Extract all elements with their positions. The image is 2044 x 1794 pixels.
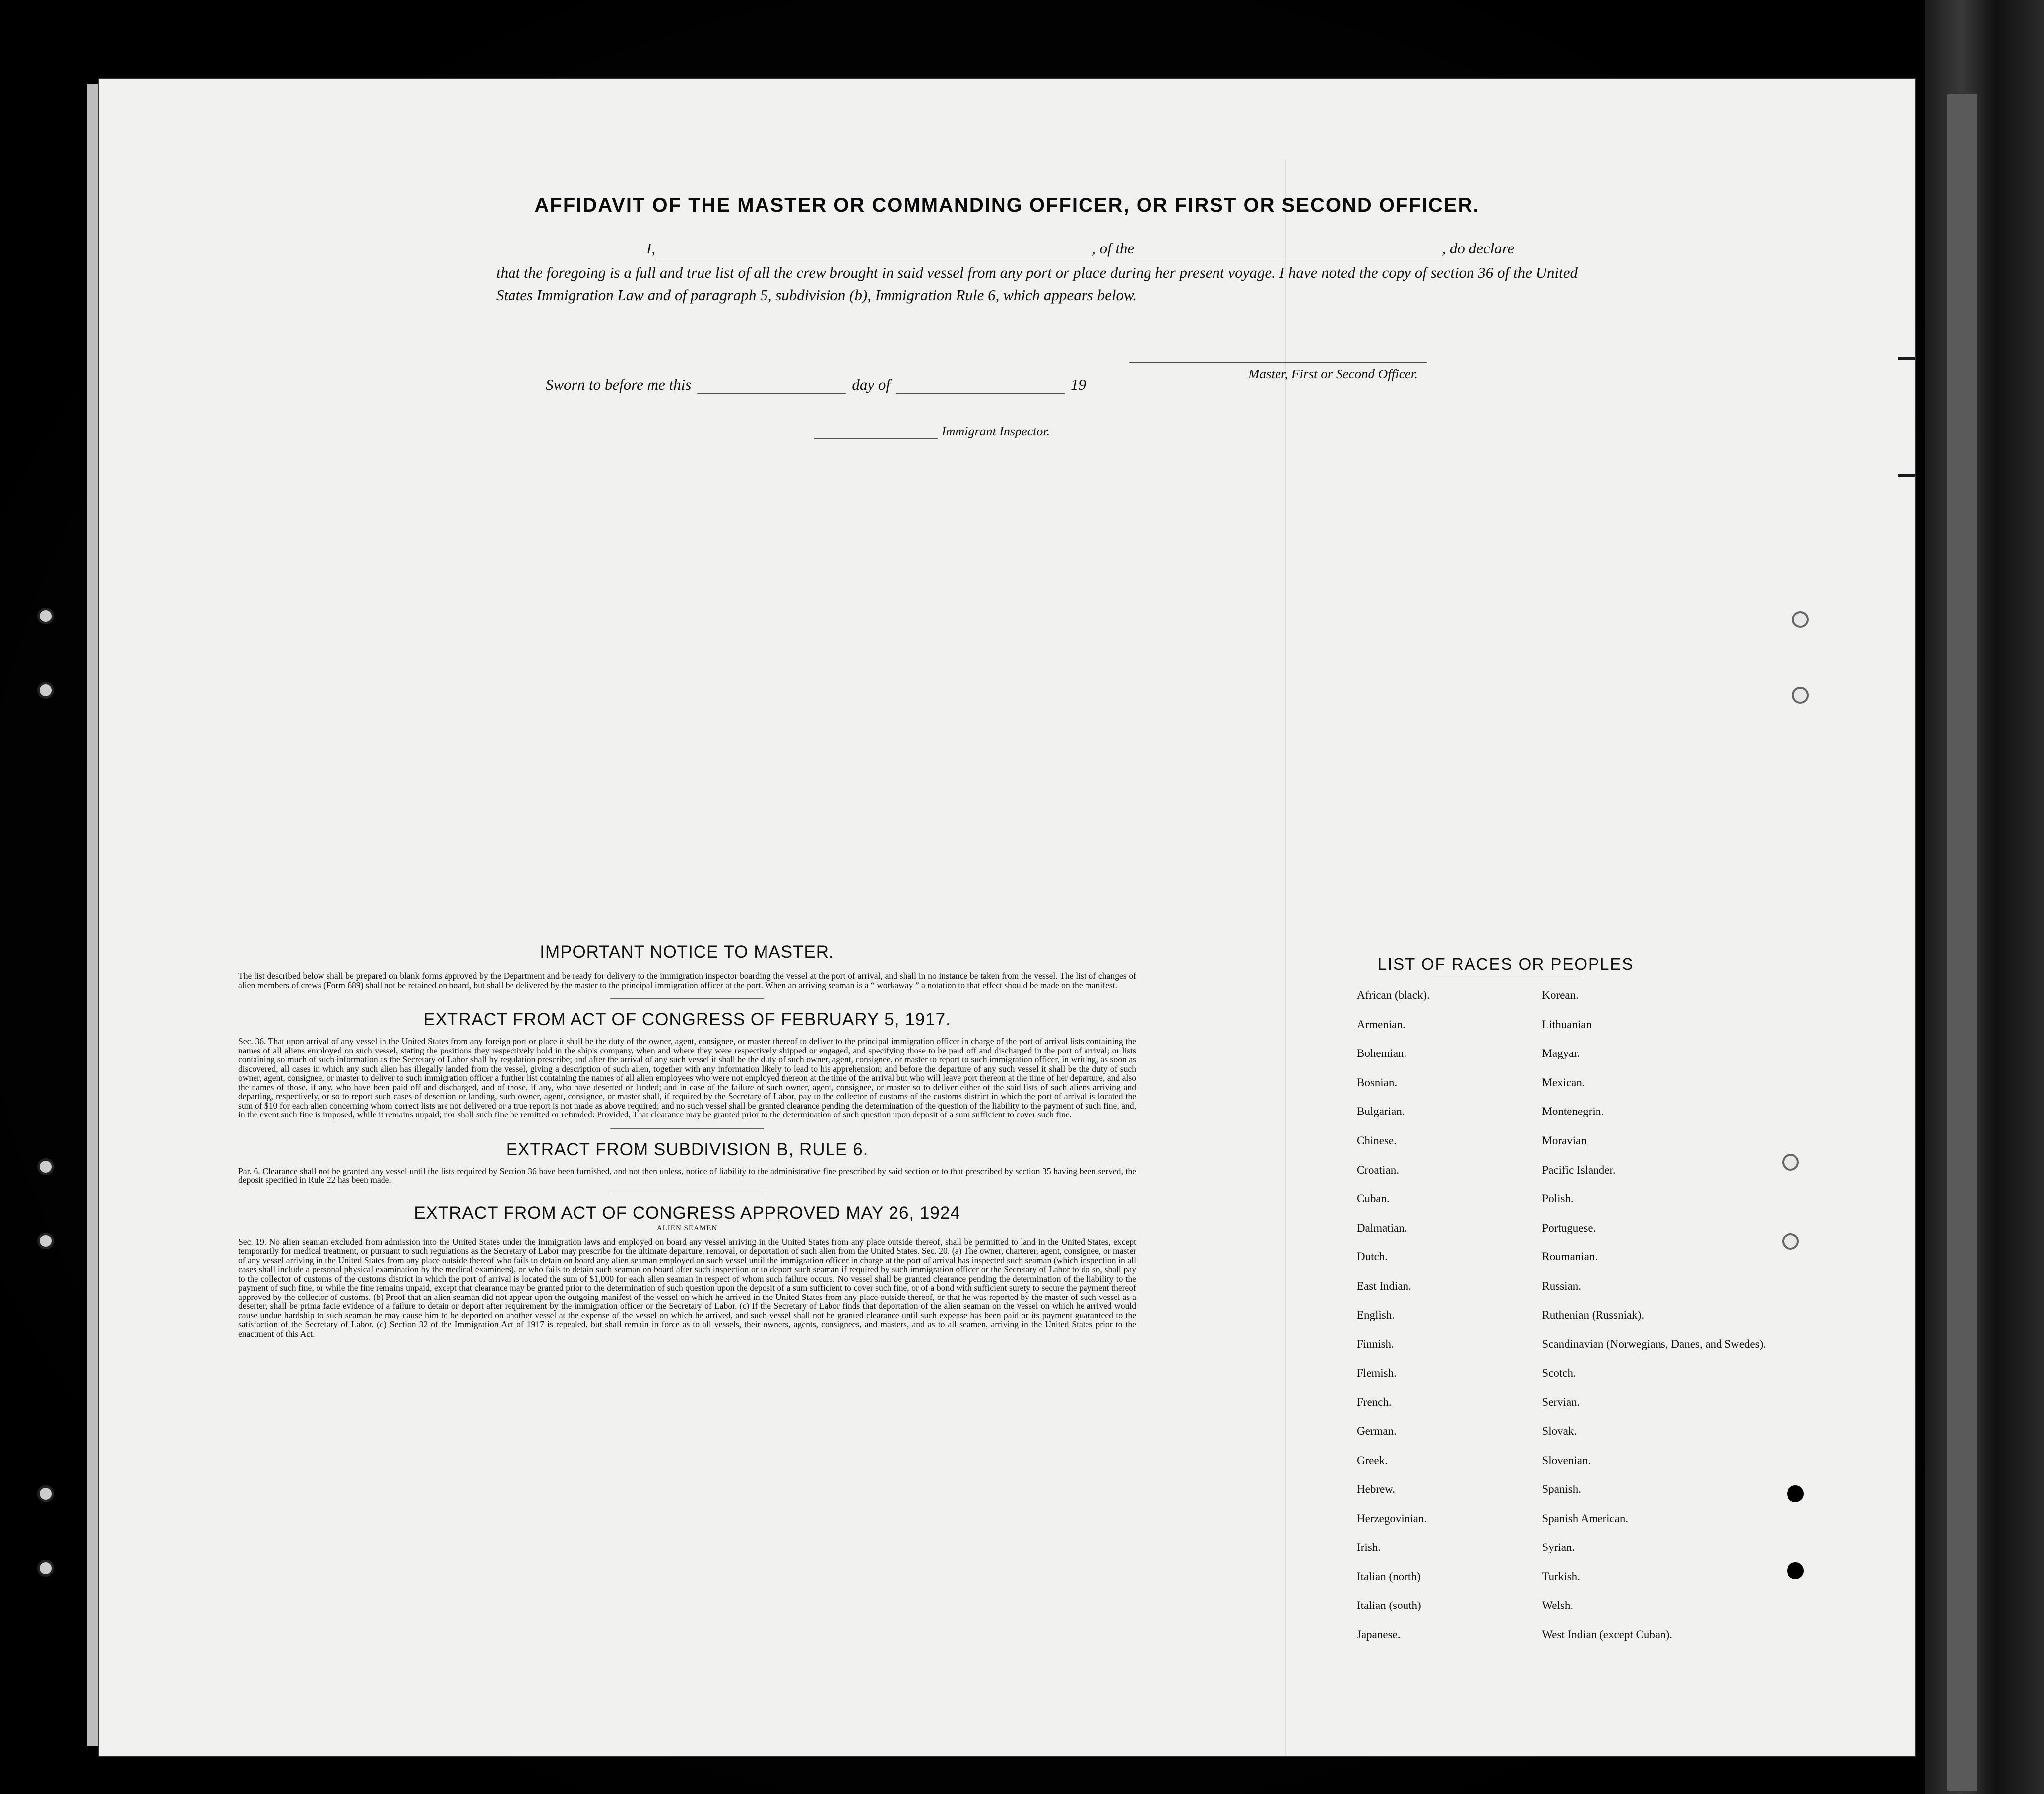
race-item: Scotch. — [1542, 1366, 1576, 1379]
race-item: East Indian. — [1357, 1279, 1411, 1292]
document-page — [99, 79, 1915, 1756]
of-the-word: , of the — [1092, 240, 1135, 257]
race-item: Spanish. — [1542, 1483, 1582, 1496]
affidavit-statement: that the foregoing is a full and true list of all the crew brought in said vessel from any port or place during her present voyage. I have noted the copy of section 36 of the United States Immigration Law and of paragraph 5, subdivision (b), Immigration Rule 6, which appears below. — [496, 264, 1578, 304]
races-section — [1245, 955, 1766, 1658]
race-item: Bulgarian. — [1357, 1105, 1405, 1118]
race-item: Russian. — [1542, 1279, 1582, 1292]
act-1917-text: Sec. 36. That upon arrival of any vessel in the United States from any foreign port or place it shall be the duty of the owner, agent, consignee, or master thereof to deliver to the principal immigration officer in charge of the port of arrival lists containing the names of all aliens employed on such vessel, stating the positions they respectively hold in the ship's company, when and where they were respectively shipped or engaged, and specifying those to be paid off and discharged in the port of arrival; or lists containing so much of such information as the Secretary of Labor shall by regulation prescribe; and after the arrival of any such vessel it shall be the duty of such owner, agent, consignee, or master to report to such immigration officer, in writing, as soon as discovered, all cases in which any such alien has illegally landed from the vessel, giving a description of such alien, together with any information likely to lead to his apprehension; and before the departure of any such vessel it shall be the duty of such owner, agent, consignee, or master to deliver to such immigration officer a further list containing the names of all alien employees who were not employed thereon at the time of the arrival but who will leave port thereon at the time of her departure, and also the names of those, if any, who have been paid off and discharged, and of those, if any, who have deserted or landed; and in case of the failure of such owner, agent, consignee, or master so to deliver either of the said lists of such aliens arriving and departing, respectively, or so to report such cases of desertion or landing, such owner, agent, consignee, or master shall, if required by the Secretary of Labor, pay to the collector of customs of the customs district in which the port of arrival is located the sum of $10 for each alien concerning whom correct lists are not delivered or a true report is not made as above required; and no such vessel shall be granted clearance pending the determination of the question of the liability to the payment of such fine, and, in the event such fine is imposed, while it remains unpaid; nor shall such fine be remitted or refunded: Provided, That clearance may be granted prior to the determination of such question upon deposit of a sum sufficient to cover such fine. — [238, 1036, 1136, 1119]
divider — [610, 1128, 764, 1129]
race-item: Dutch. — [1357, 1250, 1388, 1263]
binder-hole — [1787, 1485, 1804, 1502]
race-item: Turkish. — [1542, 1570, 1580, 1583]
binder-edge-inner — [1947, 94, 1977, 1791]
sworn-day-of: day of — [852, 376, 890, 393]
race-item: Armenian. — [1357, 1018, 1405, 1031]
race-item: Polish. — [1542, 1192, 1574, 1205]
race-item: Italian (north) — [1357, 1570, 1421, 1583]
race-item: Bosnian. — [1357, 1076, 1398, 1089]
race-item: Montenegrin. — [1542, 1105, 1604, 1118]
paper-clip — [1898, 357, 1915, 477]
affidavit-title: AFFIDAVIT OF THE MASTER OR COMMANDING OFFICER, OR FIRST OR SECOND OFFICER. — [534, 194, 1480, 216]
race-item: Ruthenian (Russniak). — [1542, 1308, 1645, 1321]
race-item: African (black). — [1357, 989, 1430, 1001]
sworn-line — [546, 376, 1086, 394]
race-item: Greek. — [1357, 1454, 1388, 1467]
race-item: Spanish American. — [1542, 1512, 1629, 1525]
declaration-line — [496, 237, 1578, 259]
race-item: Magyar. — [1542, 1047, 1580, 1060]
race-item: Servian. — [1542, 1396, 1580, 1409]
race-item: Welsh. — [1542, 1599, 1574, 1612]
binder-hole — [1782, 1233, 1799, 1250]
divider — [610, 998, 764, 999]
races-left-column — [1357, 989, 1542, 1658]
race-item: Hebrew. — [1357, 1483, 1396, 1496]
inspector-signature-field[interactable] — [814, 425, 938, 439]
inspector-line — [814, 424, 1050, 439]
name-field[interactable] — [655, 245, 1092, 259]
race-item: Syrian. — [1542, 1541, 1575, 1554]
notice-title: IMPORTANT NOTICE TO MASTER. — [540, 942, 834, 962]
race-item: Roumanian. — [1542, 1250, 1598, 1263]
master-signature-block — [1129, 362, 1576, 382]
race-item: Croatian. — [1357, 1163, 1399, 1176]
races-title: LIST OF RACES OR PEOPLES — [1377, 955, 1634, 973]
i-word: I, — [646, 240, 656, 257]
race-item: Moravian — [1542, 1134, 1587, 1147]
act-1917-title: EXTRACT FROM ACT OF CONGRESS OF FEBRUARY 5, 1917. — [423, 1010, 951, 1029]
binder-hole — [1787, 1562, 1804, 1579]
race-item: Scandinavian (Norwegians, Danes, and Swedes). — [1542, 1338, 1766, 1351]
race-item: Cuban. — [1357, 1192, 1390, 1205]
binder-edge — [1925, 0, 2044, 1794]
act-1924-subtitle: ALIEN SEAMEN — [656, 1224, 718, 1232]
rule-6-title: EXTRACT FROM SUBDIVISION B, RULE 6. — [506, 1139, 869, 1159]
rule-6-text: Par. 6. Clearance shall not be granted any vessel until the lists required by Section 36 have been furnished, and not then unless, notice of liability to the administrative fine prescribed by said section or to that prescribed by section 35 having been served, the deposit specified in Rule 22 has been made. — [238, 1166, 1136, 1185]
race-item: Slovenian. — [1542, 1454, 1591, 1467]
master-signature-line[interactable] — [1129, 362, 1427, 363]
binder-hole — [1782, 1154, 1799, 1171]
race-item: Korean. — [1542, 989, 1579, 1001]
binder-hole — [37, 1158, 54, 1175]
race-item: Dalmatian. — [1357, 1221, 1407, 1234]
notice-text: The list described below shall be prepared on blank forms approved by the Department and be ready for delivery to the immigration inspector boarding the vessel at the port of arrival, and shall in no instance be taken from the vessel. The list of changes of alien members of crews (Form 689) shall not be retained on board, but shall be delivered by the master to the principal immigration officer at the port. When an arriving seaman is a “ workaway ” a notation to that effect should be made on the manifest. — [238, 971, 1136, 990]
race-item: Mexican. — [1542, 1076, 1585, 1089]
sworn-month-field[interactable] — [896, 379, 1065, 394]
binder-hole — [37, 1560, 54, 1577]
act-1924-text: Sec. 19. No alien seaman excluded from admission into the United States under the immigration laws and employed on board any vessel arriving in the United States from any place outside thereof, shall be permitted to land in the United States, except temporarily for medical treatment, or pursuant to such regulations as the Secretary of Labor may prescribe for the ultimate departure, removal, or deportation of such alien from the United States. Sec. 20. (a) The owner, charterer, agent, consignee, or master of any vessel arriving in the United States from any place outside thereof who fails to detain on board any alien seaman employed on such vessel until the immigration officer in charge at the port of arrival has inspected such seaman (which inspection in all cases shall include a personal physical examination by the medical examiners), or who fails to detain such seaman on board after such inspection or to deport such seaman if required by such immigration officer or the Secretary of Labor to do so, shall pay to the collector of customs of the customs district in which the port of arrival is located the sum of $1,000 for each alien seaman in respect of whom such failure occurs. No vessel shall be granted clearance pending the determination of the liability to the payment of such fine, or while the fine remains unpaid, except that clearance may be granted prior to the determination of such question upon the deposit of a sum sufficient to cover such fine, or of a bond with sufficient surety to secure the payment thereof approved by the collector of customs. (b) Proof that an alien seaman did not appear upon the outgoing manifest of the vessel on which he arrived in the United States from any place outside thereof, or that he was reported by the master of such vessel as a deserter, shall be prima facie evidence of a failure to detain or deport after requirement by the immigration officer or the Secretary of Labor. (c) If the Secretary of Labor finds that deportation of the alien seaman on the vessel on which he arrived would cause undue hardship to such seaman he may cause him to be deported on another vessel at the expense of the vessel on which he arrived, and such vessel shall not be granted clearance until such expense has been paid or its payment guaranteed to the satisfaction of the Secretary of Labor. (d) Section 32 of the Immigration Act of 1917 is repealed, but shall remain in force as to all vessels, their owners, agents, consignees, and masters, and as to all seamen, arriving in the United States prior to the enactment of this Act. — [238, 1237, 1136, 1339]
race-item: Finnish. — [1357, 1338, 1394, 1351]
act-1924-title: EXTRACT FROM ACT OF CONGRESS APPROVED MAY 26, 1924 — [414, 1203, 960, 1223]
race-item: French. — [1357, 1396, 1392, 1409]
race-item: Italian (south) — [1357, 1599, 1421, 1612]
do-declare-word: , do declare — [1442, 240, 1515, 257]
master-signature-label: Master, First or Second Officer. — [1248, 367, 1418, 381]
binder-hole — [37, 1485, 54, 1502]
inspector-label: Immigrant Inspector. — [942, 424, 1050, 438]
race-item: Flemish. — [1357, 1366, 1397, 1379]
binder-hole — [37, 1233, 54, 1249]
sworn-prefix: Sworn to before me this — [546, 376, 692, 393]
notice-section — [238, 942, 1136, 1338]
sworn-day-field[interactable] — [697, 379, 846, 394]
sworn-year: 19 — [1070, 376, 1086, 393]
race-item: West Indian (except Cuban). — [1542, 1628, 1672, 1641]
race-item: Herzegovinian. — [1357, 1512, 1427, 1525]
races-columns — [1245, 989, 1766, 1658]
race-item: Irish. — [1357, 1541, 1381, 1554]
binder-hole — [1792, 687, 1809, 704]
race-item: Pacific Islander. — [1542, 1163, 1616, 1176]
race-item: Bohemian. — [1357, 1047, 1407, 1060]
vessel-field[interactable] — [1134, 245, 1442, 259]
race-item: Chinese. — [1357, 1134, 1397, 1147]
race-item: Slovak. — [1542, 1424, 1577, 1437]
binder-hole — [37, 682, 54, 699]
races-right-column — [1542, 989, 1766, 1658]
race-item: German. — [1357, 1424, 1397, 1437]
race-item: Portuguese. — [1542, 1221, 1596, 1234]
race-item: Japanese. — [1357, 1628, 1401, 1641]
binder-hole — [37, 608, 54, 624]
race-item: Lithuanian — [1542, 1018, 1592, 1031]
race-item: English. — [1357, 1308, 1395, 1321]
affidavit-body — [496, 237, 1578, 306]
binder-hole — [1792, 611, 1809, 628]
